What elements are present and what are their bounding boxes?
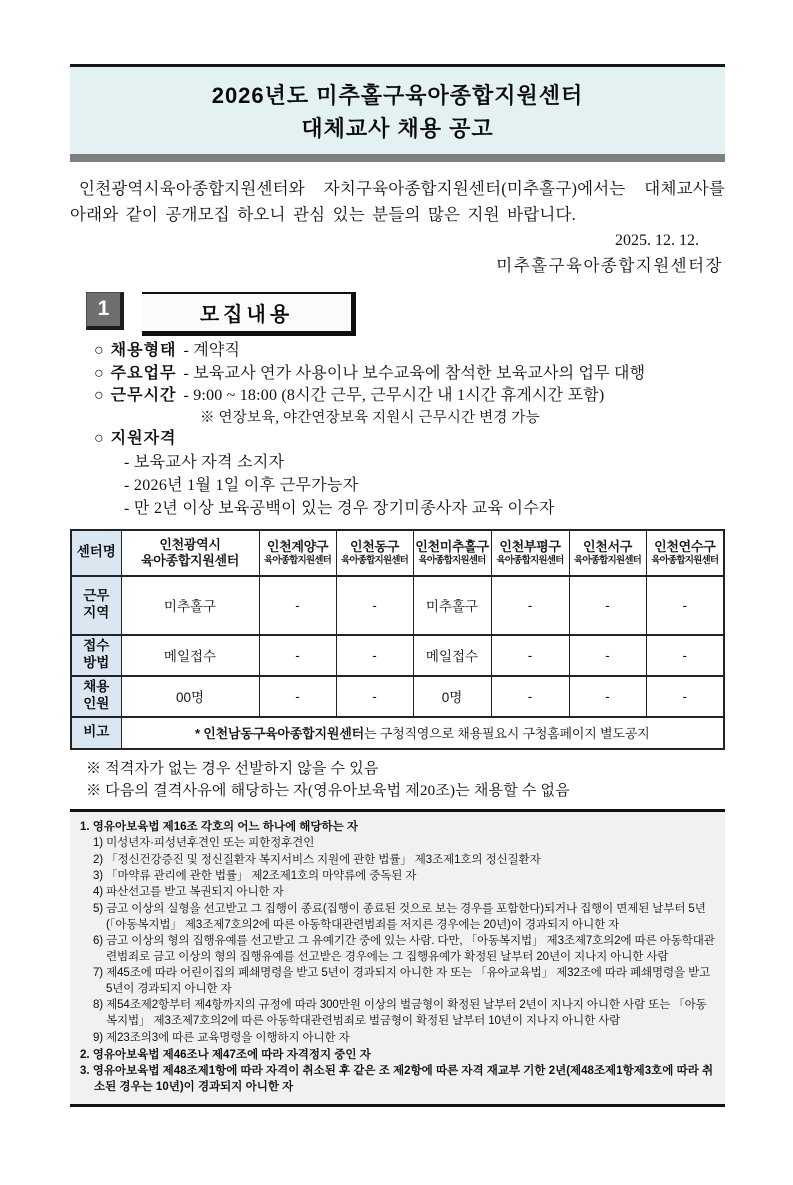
list-item [94,428,725,451]
title-block [70,64,725,162]
item-text: - 보육교사 연가 사용이나 보수교육에 참석한 보육교사의 업무 대행 [183,364,646,382]
item-text: - 계약직 [183,341,241,359]
row-label-line2: 인원 [83,696,110,712]
row-label-line2: 방법 [83,655,110,671]
table-cell: - [259,635,336,676]
disq-item: 7) 제45조에 따라 어린이집의 폐쇄명령을 받고 5년이 경과되지 아니한 자 또는 「유아교육법」 제32조에 따라 폐쇄명령을 받고 5년이 경과되지 아니한 자 [93,967,711,996]
table-cell: - [259,676,336,717]
qualification-item: - 만 2년 이상 보육공백이 있는 경우 장기미종사자 교육 이수자 [124,500,555,518]
table-cell: - [569,676,646,717]
worktime-note: ※ 연장보육, 야간연장보육 지원시 근무시간 변경 가능 [200,409,540,426]
qualification-item: - 2026년 1월 1일 이후 근무가능자 [124,477,359,495]
page-title-line1: 2026년도 미추홀구육아종합지원센터 [211,83,584,108]
column-subname: 육아종합지원센터 [573,554,642,566]
table-cell: 메일접수 [413,635,491,676]
disq-item: 9) 제23조의3에 따른 교육명령을 이행하지 아니한 자 [93,1031,350,1044]
page-title-line2: 대체교사 채용 공고 [301,116,494,141]
circle-bullet-icon: ○ [94,430,104,448]
section1-header [86,292,725,332]
table-cell: - [646,676,724,717]
circle-bullet-icon: ○ [94,341,104,359]
qualification-item: - 보육교사 자격 소지자 [124,453,285,471]
table-cell: - [491,576,569,635]
column-name: 인천동구 [349,539,400,555]
disq-item: 5) 금고 이상의 실형을 선고받고 그 집행이 종료(집행이 종료된 것으로 보는 경우를 포함한다)되거나 집행이 면제된 날부터 5년(「아동복지법」 제3조제7호의2에 따른 아동학대관련범죄를 저지른 경우에는 20년)이 경과되지 아니한 자 [93,902,706,931]
column-subname: 육아종합지원센터 [418,554,486,566]
column-header-michuhol [413,530,491,576]
note-line: ※ 적격자가 없는 경우 선발하지 않을 수 있음 [86,760,379,777]
disq-item: 3) 「마약류 관리에 관한 법률」 제2조제1호의 마약류에 중독된 자 [93,870,417,883]
table-cell: 0명 [413,676,491,717]
remark-rest-part: 는 구청직영으로 채용필요시 구청홈페이지 별도공지 [363,726,650,742]
table-row-apply-method [71,635,724,676]
row-label-line2: 지역 [83,605,110,621]
note-line: ※ 다음의 결격사유에 해당하는 자(영유아보육법 제20조)는 채용할 수 없음 [86,783,570,800]
intro-section [70,176,725,276]
column-header-donggu [336,530,413,576]
table-cell: - [336,635,413,676]
disq-section3-title: 3. 영유아보육법 제48조제1항에 따라 자격이 취소된 후 같은 조 제2항에 따른 자격 재교부 기한 2년(제48조제1항제3호에 따라 취소된 경우는 10년)이 경과되지 아니한 자 [80,1065,714,1094]
title-divider-bar [70,154,725,162]
disq-item: 8) 제54조제2항부터 제4항까지의 규정에 따라 300만원 이상의 벌금형이 확정된 날부터 2년이 지나지 아니한 사람 또는 「아동복지법」 제3조제7호의2에 따른 아동학대관련범죄로 벌금형이 확정된 날부터 10년이 지나지 아니한 사람 [93,999,707,1028]
list-item [94,340,725,363]
notes-section [86,758,725,803]
column-header-gyeyang [259,530,336,576]
disq-item: 4) 파산선고를 받고 복권되지 아니한 자 [93,886,284,899]
item-label: 근무시간 [110,387,177,405]
table-cell: 메일접수 [121,635,259,676]
item-label: 지원자격 [110,430,177,448]
disq-item: 6) 금고 이상의 형의 집행유예를 선고받고 그 유예기간 중에 있는 사람. 다만, 「아동복지법」 제3조제7호의2에 따른 아동학대관련범죄로 금고 이상의 형의 집행유예를 선고받은 경우에는 그 집행유예가 확정된 날부터 20년이 지나지 아니한 사람 [93,935,715,963]
row-label [71,676,121,717]
column-name: 인천연수구 [654,539,716,555]
circle-bullet-icon: ○ [94,364,104,382]
section-number-badge: 1 [86,292,124,330]
document-content [70,64,725,1107]
table-cell: - [646,576,724,635]
table-row-work-area [71,576,724,635]
table-cell: - [259,576,336,635]
table-row-headcount [71,676,724,717]
table-cell: - [569,576,646,635]
disq-item: 2) 「정신건강증진 및 정신질환자 복지서비스 지원에 관한 법률」 제3조제1호의 정신질환자 [93,853,541,866]
table-cell: - [491,676,569,717]
disq-section1-title: 1. 영유아보육법 제16조 각호의 어느 하나에 해당하는 자 [80,820,359,833]
recruitment-list [94,340,725,521]
column-subname: 육아종합지원센터 [140,552,240,568]
column-subname: 육아종합지원센터 [263,554,332,566]
column-name: 인천미추홀구 [415,539,489,555]
table-cell: 00명 [121,676,259,717]
column-subname: 육아종합지원센터 [651,554,719,566]
table-corner-header: 센터명 [71,530,121,576]
column-name: 인천계양구 [266,539,329,555]
document-page [0,64,793,1185]
table-cell: - [491,635,569,676]
row-label [71,576,121,635]
remark-text [121,717,724,749]
item-text: - 9:00 ~ 18:00 (8시간 근무, 근무시간 내 1시간 휴게시간 포함) [183,387,605,405]
table-cell: - [569,635,646,676]
column-subname: 육아종합지원센터 [496,554,564,566]
notice-date: 2025. 12. 12. [615,231,699,249]
centers-table [70,529,725,750]
item-label: 주요업무 [110,364,177,382]
row-label-line1: 근무 [83,588,110,604]
disqualification-box [70,809,725,1108]
table-cell: 미추홀구 [121,576,259,635]
column-header-yeonsu [646,530,724,576]
row-label [71,635,121,676]
circle-bullet-icon: ○ [94,387,104,405]
column-header-incheon-metro [121,530,259,576]
table-cell: 미추홀구 [413,576,491,635]
table-cell: - [336,676,413,717]
remark-label: 비고 [71,717,121,749]
disq-section2-title: 2. 영유아보육법 제46조나 제47조에 따라 자격정지 중인 자 [80,1048,371,1061]
item-label: 채용형태 [110,341,177,359]
intro-paragraph: 인천광역시육아종합지원센터와 자치구육아종합지원센터(미추홀구)에서는 대체교사를 아래와 같이 공개모집 하오니 관심 있는 분들의 많은 지원 바랍니다. [70,179,725,225]
section-title: 모집내용 [142,292,356,336]
row-label-line1: 채용 [83,679,110,695]
list-item [94,385,725,408]
column-header-bupyeong [491,530,569,576]
column-name: 인천광역시 [159,536,221,552]
title-inner [70,67,725,154]
table-cell: - [336,576,413,635]
row-label-line1: 접수 [83,638,110,654]
notice-signer: 미추홀구육아종합지원센터장 [496,255,723,275]
remark-bold-part: * 인천남동구육아종합지원센터 [195,726,364,742]
table-row-remark [71,717,724,749]
disq-item: 1) 미성년자·피성년후견인 또는 피한정후견인 [93,837,315,850]
column-subname: 육아종합지원센터 [340,554,409,566]
column-header-seogu [569,530,646,576]
column-name: 인천서구 [582,539,633,555]
column-name: 인천부평구 [499,539,561,555]
table-cell: - [646,635,724,676]
list-item [94,363,725,386]
table-header-row [71,530,724,576]
